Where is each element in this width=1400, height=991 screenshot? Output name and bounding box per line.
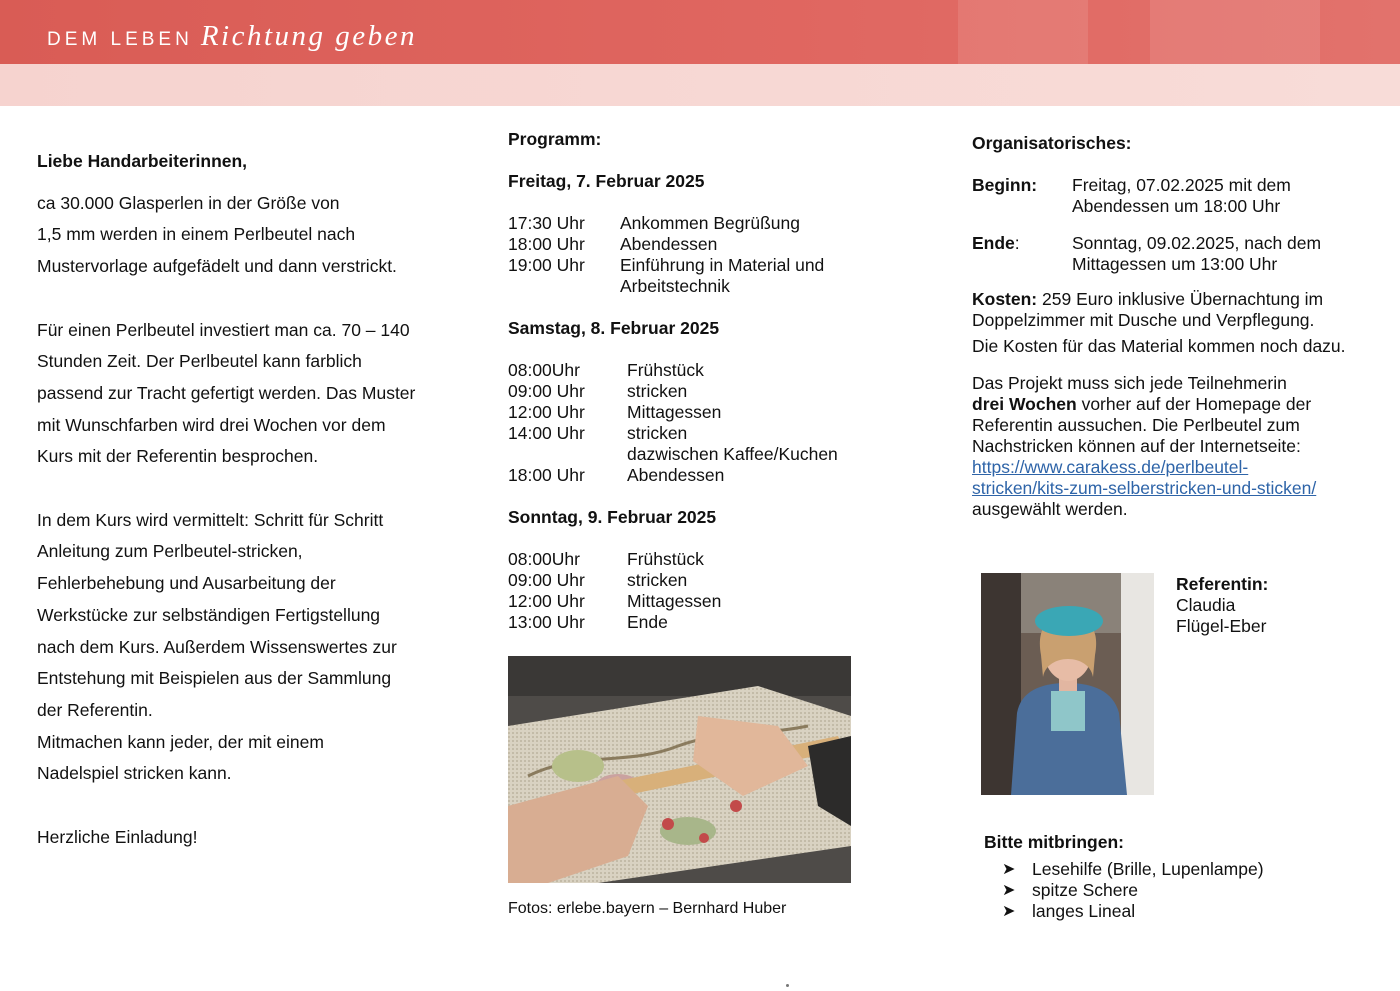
begin-line: Abendessen um 18:00 Uhr (1072, 196, 1281, 216)
schedule-text: Ende (627, 612, 668, 632)
schedule-text: Abendessen (627, 465, 725, 485)
project-text (972, 373, 1352, 520)
beadwork-photo (508, 656, 851, 883)
schedule-time: 08:00Uhr (508, 549, 580, 569)
schedule-time: 17:30 Uhr (508, 213, 585, 233)
intro-line: 1,5 mm werden in einem Perlbeutel nach (37, 224, 356, 245)
header-banner (0, 0, 1400, 106)
schedule-text: Abendessen (620, 234, 718, 254)
cost-text (972, 289, 1352, 331)
material-note: Die Kosten für das Material kommen noch dazu. (972, 336, 1346, 356)
closing: Herzliche Einladung! (37, 826, 198, 847)
cost-label: Kosten: (972, 289, 1038, 309)
list-item-text: Lesehilfe (Brille, Lupenlampe) (1032, 859, 1264, 879)
schedule-text: Arbeitstechnik (620, 276, 730, 296)
referent-label: Referentin: (1176, 574, 1269, 594)
schedule-time (508, 444, 627, 465)
schedule-text: Ankommen Begrüßung (620, 213, 800, 233)
referent-photo-illustration (981, 573, 1154, 795)
end-line: Mittagessen um 13:00 Uhr (1072, 254, 1278, 274)
referent-photo (981, 573, 1154, 795)
schedule-text: stricken (627, 570, 688, 590)
end-value (1072, 233, 1352, 275)
greeting: Liebe Handarbeiterinnen, (37, 151, 248, 171)
list-item (1002, 859, 1264, 880)
photo-caption: Fotos: erlebe.bayern – Bernhard Huber (508, 900, 787, 917)
schedule-time: 08:00Uhr (508, 360, 580, 380)
banner-bottom-band (0, 64, 1400, 106)
arrow-bullet-icon: ➤ (1002, 882, 1016, 899)
schedule-text: Frühstück (627, 360, 704, 380)
project-line: vorher auf der Homepage der Referentin aussuchen. Die Perlbeutel zum Nachstricken können auf der Internetseite: (972, 394, 1312, 456)
link-line[interactable]: stricken/kits-zum-selberstricken-und-sticken/ (972, 478, 1317, 498)
intro-line: Mitmachen kann jeder, der mit einem (37, 731, 324, 752)
schedule-time: 09:00 Uhr (508, 570, 585, 590)
schedule-text: Mittagessen (627, 402, 722, 422)
intro-line: Mustervorlage aufgefädelt und dann verstrickt. (37, 256, 397, 277)
day-title: Freitag, 7. Februar 2025 (508, 171, 705, 191)
scan-speck (786, 984, 789, 987)
arrow-bullet-icon: ➤ (1002, 861, 1016, 878)
schedule-time: 19:00 Uhr (508, 255, 585, 275)
link-line[interactable]: https://www.carakess.de/perlbeutel- (972, 457, 1249, 477)
project-line: ausgewählt werden. (972, 499, 1128, 519)
program-title: Programm: (508, 129, 602, 149)
project-line: Das Projekt muss sich jede Teilnehmerin (972, 373, 1287, 393)
referent-name: Flügel-Eber (1176, 616, 1267, 636)
referent-name: Claudia (1176, 595, 1236, 615)
end-label: Ende (972, 233, 1015, 253)
beadwork-photo-illustration (508, 656, 851, 883)
schedule-time: 09:00 Uhr (508, 381, 585, 401)
slogan-italic: Richtung geben (200, 20, 418, 52)
schedule-time: 13:00 Uhr (508, 612, 585, 632)
bring-list (984, 859, 1264, 922)
banner-decoration (958, 0, 1088, 64)
begin-line: Freitag, 07.02.2025 mit dem (1072, 175, 1291, 195)
intro-line: Fehlerbehebung und Ausarbeitung der (37, 573, 336, 594)
intro-line: der Referentin. (37, 699, 153, 720)
schedule-text: Frühstück (627, 549, 704, 569)
schedule-sunday (508, 549, 938, 633)
bring-title: Bitte mitbringen: (984, 832, 1124, 852)
schedule-time: 12:00 Uhr (508, 402, 585, 422)
intro-line: passend zur Tracht gefertigt werden. Das Muster (37, 382, 416, 403)
begin-value (1072, 175, 1352, 217)
schedule-time: 18:00 Uhr (508, 234, 585, 254)
intro-line: In dem Kurs wird vermittelt: Schritt für Schritt (37, 509, 384, 530)
schedule-time (508, 276, 620, 297)
cost-value: 259 Euro inklusive Übernachtung im Doppelzimmer mit Dusche und Verpflegung. (972, 289, 1324, 330)
schedule-friday (508, 213, 938, 297)
day-title: Sonntag, 9. Februar 2025 (508, 507, 717, 527)
intro-line: ca 30.000 Glasperlen in der Größe von (37, 192, 340, 213)
begin-row (972, 175, 1352, 217)
intro-line: Entstehung mit Beispielen aus der Sammlung (37, 668, 392, 689)
intro-line: nach dem Kurs. Außerdem Wissenswertes zur (37, 636, 397, 657)
banner-decoration (1150, 0, 1320, 64)
begin-label: Beginn: (972, 175, 1038, 195)
list-item-text: spitze Schere (1032, 880, 1139, 900)
project-bold: drei Wochen (972, 394, 1077, 414)
intro-line: Werkstücke zur selbständigen Fertigstellung (37, 604, 381, 625)
intro-line: Kurs mit der Referentin besprochen. (37, 446, 319, 467)
intro-line: mit Wunschfarben wird drei Wochen vor dem (37, 414, 386, 435)
slogan (47, 20, 417, 53)
program-column (508, 129, 938, 633)
arrow-bullet-icon: ➤ (1002, 903, 1016, 920)
carakess-link[interactable] (972, 457, 1316, 498)
schedule-time: 12:00 Uhr (508, 591, 585, 611)
schedule-text: dazwischen Kaffee/Kuchen (627, 444, 838, 464)
schedule-text: Mittagessen (627, 591, 722, 611)
list-item-text: langes Lineal (1032, 901, 1136, 921)
end-line: Sonntag, 09.02.2025, nach dem (1072, 233, 1322, 253)
org-title: Organisatorisches: (972, 133, 1132, 153)
intro-line: Stunden Zeit. Der Perlbeutel kann farblich (37, 351, 362, 372)
slogan-plain: DEM LEBEN (47, 29, 193, 50)
list-item (1002, 901, 1264, 922)
schedule-saturday (508, 360, 938, 486)
intro-line: Nadelspiel stricken kann. (37, 763, 232, 784)
intro-line: Anleitung zum Perlbeutel-stricken, (37, 541, 303, 562)
organisation-column (972, 133, 1352, 520)
end-row (972, 233, 1352, 275)
schedule-text: stricken (627, 381, 688, 401)
schedule-time: 18:00 Uhr (508, 465, 585, 485)
intro-line: Für einen Perlbeutel investiert man ca. 70 – 140 (37, 319, 410, 340)
intro-column (37, 146, 457, 853)
schedule-time: 14:00 Uhr (508, 423, 585, 443)
list-item (1002, 880, 1264, 901)
schedule-text: Einführung in Material und (620, 255, 825, 275)
end-colon: : (1014, 233, 1020, 253)
bring-list-section (984, 832, 1264, 922)
referent-info (1176, 574, 1268, 637)
end-label-wrap (972, 233, 1072, 275)
day-title: Samstag, 8. Februar 2025 (508, 318, 720, 338)
schedule-text: stricken (627, 423, 688, 443)
